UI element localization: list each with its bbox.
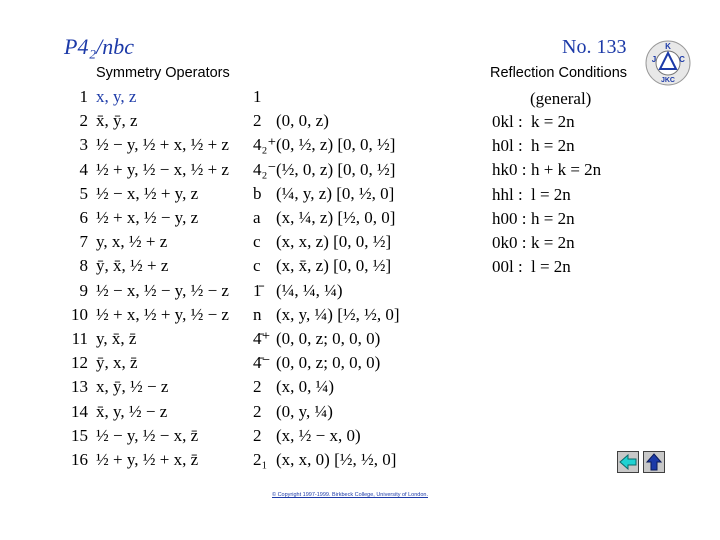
copyright-link[interactable]: © Copyright 1997-1999. Birkbeck College, University of London. [272, 492, 428, 498]
operator-type: 2 [253, 425, 262, 445]
operator-type: b [253, 183, 262, 203]
operator-type: 2₁ [253, 450, 268, 469]
operator-coordinates: ½ + x, ½ − y, z [96, 208, 199, 227]
operator-type: 4̄⁻ [253, 353, 271, 373]
reflection-condition: h + k = 2n [531, 160, 602, 180]
svg-text:C: C [679, 55, 685, 64]
operator-coordinates: x̄, ȳ, z [96, 111, 138, 131]
operator-element: (x, x̄, z) [0, 0, ½] [276, 256, 392, 276]
operator-number: 15 [71, 425, 88, 445]
reflection-condition: l = 2n [531, 257, 571, 277]
operator-element: (x, 0, ¼) [276, 377, 335, 397]
reflection-condition: k = 2n [531, 233, 575, 252]
back-button[interactable] [617, 451, 639, 473]
operator-coordinates: ½ − y, ½ + x, ½ + z [96, 135, 229, 155]
operator-element: (0, 0, z; 0, 0, 0) [276, 329, 381, 348]
operator-coordinates: x̄, y, ½ − z [96, 401, 168, 421]
space-group-title: P4₂/nbc [64, 34, 134, 59]
operator-type: 4̄⁺ [253, 329, 271, 348]
operator-number: 1 [79, 87, 88, 106]
operator-coordinates: ȳ, x̄, ½ + z [96, 256, 169, 276]
operator-coordinates: y, x̄, z̄ [96, 329, 137, 348]
operator-number: 5 [79, 183, 88, 203]
operator-coordinates: x, y, z [96, 87, 137, 106]
operator-coordinates: ȳ, x, z̄ [96, 353, 138, 373]
reflection-general-label: (general) [530, 89, 592, 108]
operator-coordinates: ½ + y, ½ − x, ½ + z [96, 159, 229, 179]
operator-number: 4 [79, 159, 88, 179]
operator-type: 1 [253, 87, 262, 106]
operator-type: c [253, 256, 261, 276]
operator-number: 9 [79, 280, 88, 300]
operator-type: 2 [253, 111, 262, 131]
operator-coordinates: ½ + y, ½ + x, z̄ [96, 450, 199, 469]
left-arrow-icon [619, 454, 637, 470]
symmetry-operators-heading: Symmetry Operators [96, 65, 230, 81]
space-group-number: No. 133 [562, 36, 627, 58]
operator-type: a [253, 208, 261, 227]
operator-coordinates: y, x, ½ + z [96, 232, 168, 252]
operator-number: 13 [71, 377, 88, 397]
operator-type: 4₂⁺ [253, 135, 277, 155]
reflection-hkl: 00l : [492, 257, 523, 277]
reflection-condition: h = 2n [531, 136, 575, 156]
operator-element: (x, ½ − x, 0) [276, 425, 361, 445]
reflection-hkl: hhl : [492, 184, 523, 204]
operator-element: (x, x, 0) [½, ½, 0] [276, 450, 397, 469]
svg-text:K: K [665, 42, 671, 51]
operator-number: 8 [79, 256, 88, 276]
operator-element: (x, y, ¼) [½, ½, 0] [276, 304, 400, 324]
operator-type: 4₂⁻ [253, 159, 277, 179]
operator-coordinates: ½ + x, ½ + y, ½ − z [96, 304, 229, 324]
operator-number: 3 [79, 135, 88, 155]
operator-element: (0, ½, z) [0, 0, ½] [276, 135, 396, 155]
operator-number: 14 [71, 401, 88, 421]
operator-element: (x, x, z) [0, 0, ½] [276, 232, 392, 252]
operator-number: 10 [71, 304, 88, 324]
reflection-condition: h = 2n [531, 208, 575, 228]
operator-type: c [253, 232, 261, 252]
operator-type: 2 [253, 377, 262, 397]
operator-coordinates: ½ − x, ½ + y, z [96, 183, 199, 203]
operator-element: (¼, ¼, ¼) [276, 280, 343, 300]
operator-element: (0, y, ¼) [276, 401, 333, 421]
operator-element: (¼, y, z) [0, ½, 0] [276, 183, 395, 203]
operator-number: 2 [79, 111, 88, 131]
reflection-hkl: hk0 : [492, 160, 527, 180]
operator-type: n [253, 304, 262, 324]
operator-coordinates: x, ȳ, ½ − z [96, 377, 169, 397]
reflection-condition: l = 2n [531, 184, 571, 204]
operator-element: (½, 0, z) [0, 0, ½] [276, 159, 396, 179]
reflection-hkl: 0k0 : [492, 233, 527, 252]
reflection-condition: k = 2n [531, 112, 575, 131]
reflection-hkl: h00 : [492, 208, 527, 228]
svg-text:J: J [651, 55, 657, 64]
up-button[interactable] [643, 451, 665, 473]
operator-type: 1̄ [253, 280, 262, 300]
operator-number: 11 [71, 329, 88, 348]
jkc-logo [645, 40, 691, 86]
operator-element: (x, ¼, z) [½, 0, 0] [276, 208, 396, 227]
operator-number: 6 [79, 208, 88, 227]
operator-number: 12 [71, 353, 88, 373]
operator-coordinates: ½ − x, ½ − y, ½ − z [96, 280, 229, 300]
operator-element: (0, 0, z) [276, 111, 329, 131]
operator-type: 2 [253, 401, 262, 421]
svg-text:JKC: JKC [660, 77, 676, 84]
operator-number: 7 [79, 232, 88, 252]
operator-number: 16 [71, 450, 88, 469]
operator-coordinates: ½ − y, ½ − x, z̄ [96, 425, 199, 445]
operator-element: (0, 0, z; 0, 0, 0) [276, 353, 381, 373]
reflection-hkl: h0l : [492, 136, 523, 156]
up-arrow-icon [646, 453, 662, 471]
reflection-conditions-heading: Reflection Conditions [490, 65, 628, 81]
reflection-hkl: 0kl : [492, 112, 523, 131]
